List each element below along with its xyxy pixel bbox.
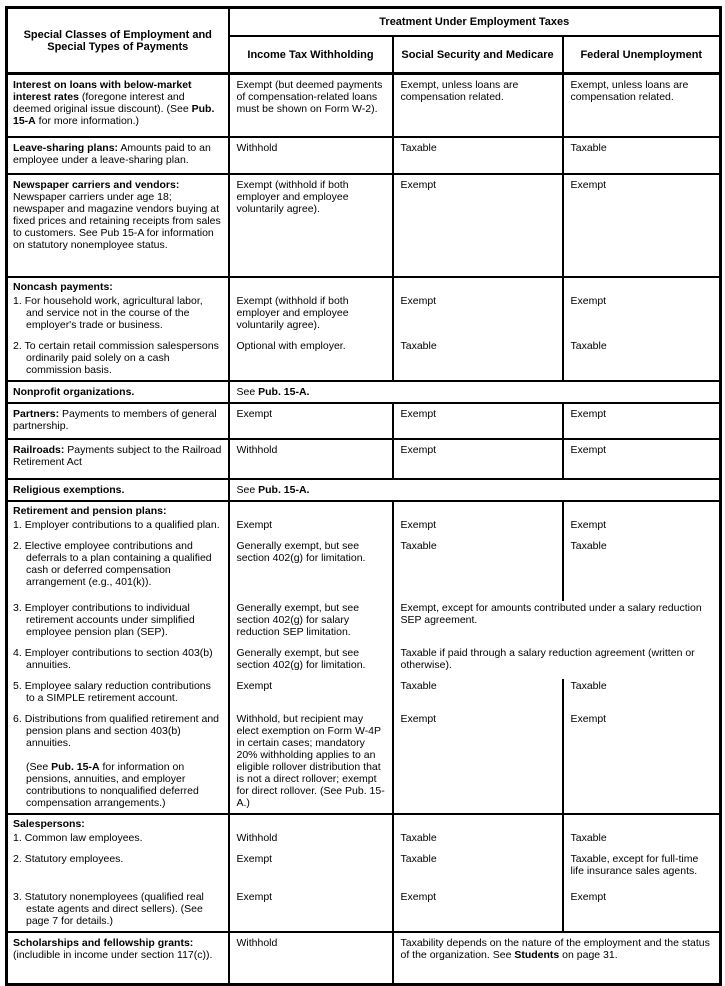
cell-text: Taxable bbox=[570, 832, 607, 844]
item-number: 4. bbox=[13, 647, 22, 659]
item-text: Statutory nonemployees (qualified real estate agents and direct sellers). (See page 7 for details.) bbox=[24, 891, 204, 927]
religious-span-cell bbox=[229, 479, 721, 501]
row-noncash-item-2 bbox=[7, 339, 721, 381]
leave-sharing-label bbox=[7, 137, 229, 174]
cell-text: Exempt bbox=[236, 853, 273, 865]
row-salespersons-item-2 bbox=[7, 852, 721, 890]
row-partners bbox=[7, 403, 721, 439]
cell-text: Taxable bbox=[400, 853, 437, 865]
nonprofit-title: Nonprofit organizations. bbox=[13, 386, 135, 398]
row-salespersons-heading bbox=[7, 814, 721, 831]
item-text: For household work, agricultural labor, and service not in the course of the employer's trade or business. bbox=[24, 295, 203, 331]
salespersons-item-1-futa bbox=[563, 831, 721, 852]
salespersons-item-2-futa bbox=[563, 852, 721, 890]
partners-futa bbox=[563, 403, 721, 439]
col-header-special-classes: Special Classes of Employment and Special Types of Payments bbox=[7, 8, 229, 74]
retirement-heading-cell bbox=[7, 501, 229, 518]
cell-text: Exempt bbox=[400, 408, 437, 420]
cell-text: Taxable bbox=[570, 142, 607, 154]
retirement-item-1-label bbox=[7, 518, 229, 539]
cell-text: Taxable bbox=[570, 540, 607, 552]
cell-text: Exempt bbox=[400, 713, 437, 725]
cell-text: Taxability depends on the nature of the employment and the status of the organization. See bbox=[400, 937, 710, 961]
retirement-item-6-ss bbox=[393, 712, 563, 814]
list-item bbox=[13, 832, 222, 844]
cell-text: Taxable bbox=[400, 540, 437, 552]
item-text: Elective employee contributions and deferrals to a plan containing a qualified cash or deferred compensation arrangement (e.g., 401(k)). bbox=[24, 540, 212, 588]
interest-loans-title: Interest on loans with below-market interest rates bbox=[13, 79, 192, 103]
cell-text: Exempt bbox=[400, 519, 437, 531]
cell-text: Exempt bbox=[570, 891, 607, 903]
item-number: 3. bbox=[13, 602, 22, 614]
interest-loans-itw bbox=[229, 74, 393, 138]
scholarships-label bbox=[7, 932, 229, 985]
salespersons-item-1-itw bbox=[229, 831, 393, 852]
cell-text: Withhold bbox=[236, 937, 278, 949]
cell-text: Withhold, but recipient may elect exemption on Form W-4P in certain cases; mandatory 20% withholding applies to an eligible rollover distribution that is not a direct rollover; exempt for direct rollover. (See Pub. 15-A.) bbox=[236, 713, 385, 809]
cell-text: Exempt bbox=[400, 891, 437, 903]
retirement-item-5-label bbox=[7, 679, 229, 712]
leave-sharing-ss bbox=[393, 137, 563, 174]
row-retirement-item-4 bbox=[7, 646, 721, 679]
nonprofit-label bbox=[7, 381, 229, 403]
retirement-item-6-itw bbox=[229, 712, 393, 814]
retirement-heading-futa bbox=[563, 501, 721, 518]
salespersons-item-1-label bbox=[7, 831, 229, 852]
item-number: 1. bbox=[13, 832, 22, 844]
cell-text: See bbox=[236, 386, 259, 398]
retirement-item-6-futa bbox=[563, 712, 721, 814]
list-item bbox=[13, 891, 222, 927]
retirement-heading-ss bbox=[393, 501, 563, 518]
interest-loans-label bbox=[7, 74, 229, 138]
noncash-item-2-ss bbox=[393, 339, 563, 381]
item-number: 2. bbox=[13, 540, 22, 552]
item-text: Common law employees. bbox=[24, 832, 143, 844]
list-item bbox=[13, 853, 222, 865]
cell-text: Taxable bbox=[400, 680, 437, 692]
cell-text: Withhold bbox=[236, 444, 278, 456]
retirement-item-2-itw bbox=[229, 539, 393, 601]
row-retirement-item-5 bbox=[7, 679, 721, 712]
row-railroads bbox=[7, 439, 721, 479]
retirement-item-2-futa bbox=[563, 539, 721, 601]
retirement-item-1-ss bbox=[393, 518, 563, 539]
item-text: Statutory employees. bbox=[24, 853, 124, 865]
cell-text: Exempt (withhold if both employer and employee voluntarily agree). bbox=[236, 295, 349, 331]
retirement-item-4-merged bbox=[393, 646, 721, 679]
item-number: 1. bbox=[13, 295, 22, 307]
item-number: 5. bbox=[13, 680, 22, 692]
cell-text: Taxable bbox=[570, 680, 607, 692]
col-header-social-security-medicare: Social Security and Medicare bbox=[393, 36, 563, 74]
cell-text: Exempt bbox=[400, 295, 437, 307]
salespersons-item-3-futa bbox=[563, 890, 721, 932]
cell-text: Exempt bbox=[236, 408, 273, 420]
cell-text: Generally exempt, but see section 402(g) for salary reduction SEP limitation. bbox=[236, 602, 360, 638]
row-retirement-item-6 bbox=[7, 712, 721, 814]
noncash-item-2-label bbox=[7, 339, 229, 381]
col-header-income-tax-withholding: Income Tax Withholding bbox=[229, 36, 393, 74]
cell-text: Exempt, unless loans are compensation related. bbox=[400, 79, 519, 103]
cell-text: Exempt bbox=[570, 444, 607, 456]
newspaper-title: Newspaper carriers and vendors: bbox=[13, 179, 180, 191]
row-retirement-heading bbox=[7, 501, 721, 518]
cell-text: Taxable bbox=[400, 832, 437, 844]
row-noncash-item-1 bbox=[7, 294, 721, 339]
cell-text: Exempt bbox=[570, 519, 607, 531]
retirement-heading-itw bbox=[229, 501, 393, 518]
noncash-heading-futa bbox=[563, 277, 721, 294]
list-item bbox=[13, 519, 222, 531]
retirement-item-6-label bbox=[7, 712, 229, 814]
cell-text: Taxable bbox=[400, 142, 437, 154]
cell-text: Generally exempt, but see section 402(g) for limitation. bbox=[236, 647, 366, 671]
partners-ss bbox=[393, 403, 563, 439]
salespersons-title: Salespersons: bbox=[13, 818, 85, 830]
row-retirement-item-1 bbox=[7, 518, 721, 539]
pub-15a-ref: Pub. 15-A. bbox=[258, 386, 310, 398]
item-number: 3. bbox=[13, 891, 22, 903]
salespersons-heading-futa bbox=[563, 814, 721, 831]
noncash-item-1-label bbox=[7, 294, 229, 339]
item-number: 6. bbox=[13, 713, 22, 725]
newspaper-desc: Newspaper carriers under age 18; newspaper and magazine vendors buying at fixed prices and retaining receipts from sales to customers. See Pub 15-A for information on statutory nonemployee status. bbox=[13, 191, 221, 251]
railroads-title: Railroads: bbox=[13, 444, 65, 456]
partners-itw bbox=[229, 403, 393, 439]
railroads-futa bbox=[563, 439, 721, 479]
salespersons-heading-cell bbox=[7, 814, 229, 831]
nonprofit-span-cell bbox=[229, 381, 721, 403]
noncash-heading-ss bbox=[393, 277, 563, 294]
noncash-heading-cell bbox=[7, 277, 229, 294]
item-number: 2. bbox=[13, 340, 22, 352]
salespersons-item-2-ss bbox=[393, 852, 563, 890]
noncash-heading-itw bbox=[229, 277, 393, 294]
retirement-item-4-label bbox=[7, 646, 229, 679]
cell-text: Exempt bbox=[570, 295, 607, 307]
cell-text: Taxable bbox=[400, 340, 437, 352]
row-noncash-heading bbox=[7, 277, 721, 294]
employment-tax-treatment-table bbox=[5, 6, 722, 986]
noncash-item-1-ss bbox=[393, 294, 563, 339]
leave-sharing-desc: Amounts paid to an employee under a leave-sharing plan. bbox=[13, 142, 211, 166]
noncash-item-1-futa bbox=[563, 294, 721, 339]
row-scholarships bbox=[7, 932, 721, 985]
retirement-item-5-futa bbox=[563, 679, 721, 712]
list-item bbox=[13, 340, 222, 376]
noncash-item-2-futa bbox=[563, 339, 721, 381]
list-item bbox=[13, 295, 222, 331]
list-item bbox=[13, 540, 222, 588]
cell-text: Exempt bbox=[570, 408, 607, 420]
retirement-item-1-futa bbox=[563, 518, 721, 539]
railroads-desc: Payments subject to the Railroad Retirement Act bbox=[13, 444, 222, 468]
noncash-item-1-itw bbox=[229, 294, 393, 339]
salespersons-heading-ss bbox=[393, 814, 563, 831]
row-salespersons-item-3 bbox=[7, 890, 721, 932]
note-text: (See bbox=[26, 761, 52, 773]
cell-text: Withhold bbox=[236, 142, 278, 154]
retirement-item-2-label bbox=[7, 539, 229, 601]
retirement-item-3-itw bbox=[229, 601, 393, 646]
item-text: Employer contributions to individual retirement accounts under simplified employee pension plan (SEP). bbox=[24, 602, 195, 638]
item-number: 2. bbox=[13, 853, 22, 865]
item-number: 1. bbox=[13, 519, 22, 531]
list-item bbox=[13, 647, 222, 671]
interest-loans-desc-end: for more information.) bbox=[35, 115, 140, 127]
cell-text: Exempt, unless loans are compensation related. bbox=[570, 79, 689, 103]
noncash-title: Noncash payments: bbox=[13, 281, 113, 293]
newspaper-futa bbox=[563, 174, 721, 277]
cell-text: on page 31. bbox=[559, 949, 618, 961]
item-text: Employer contributions to a qualified plan. bbox=[24, 519, 220, 531]
retirement-item-5-ss bbox=[393, 679, 563, 712]
newspaper-itw bbox=[229, 174, 393, 277]
row-newspaper-carriers bbox=[7, 174, 721, 277]
interest-loans-desc: (foregone interest and deemed original issue discount). (See bbox=[13, 91, 192, 115]
col-header-federal-unemployment: Federal Unemployment bbox=[563, 36, 721, 74]
railroads-label bbox=[7, 439, 229, 479]
leave-sharing-futa bbox=[563, 137, 721, 174]
row-nonprofit bbox=[7, 381, 721, 403]
pub-15a-ref: Pub. 15-A bbox=[13, 103, 215, 127]
list-item bbox=[13, 680, 222, 704]
scholarships-title: Scholarships and fellowship grants: bbox=[13, 937, 194, 949]
salespersons-item-2-itw bbox=[229, 852, 393, 890]
salespersons-item-3-label bbox=[7, 890, 229, 932]
newspaper-label bbox=[7, 174, 229, 277]
students-ref: Students bbox=[514, 949, 560, 961]
cell-text: Optional with employer. bbox=[236, 340, 346, 352]
scholarships-itw bbox=[229, 932, 393, 985]
retirement-item-2-ss bbox=[393, 539, 563, 601]
cell-text: Exempt bbox=[236, 891, 273, 903]
col-header-treatment-span: Treatment Under Employment Taxes bbox=[229, 8, 721, 37]
row-retirement-item-3 bbox=[7, 601, 721, 646]
cell-text: Generally exempt, but see section 402(g) for limitation. bbox=[236, 540, 366, 564]
retirement-item-3-label bbox=[7, 601, 229, 646]
row-interest-loans bbox=[7, 74, 721, 138]
salespersons-item-3-itw bbox=[229, 890, 393, 932]
salespersons-item-2-label bbox=[7, 852, 229, 890]
retirement-item-6-note bbox=[13, 761, 222, 809]
leave-sharing-itw bbox=[229, 137, 393, 174]
retirement-item-3-merged bbox=[393, 601, 721, 646]
cell-text: Exempt (but deemed payments of compensation-related loans must be shown on Form W-2). bbox=[236, 79, 383, 115]
cell-text: Taxable, except for full-time life insurance sales agents. bbox=[570, 853, 699, 877]
leave-sharing-title: Leave-sharing plans: bbox=[13, 142, 119, 154]
pub-15a-ref: Pub. 15-A bbox=[51, 761, 100, 773]
cell-text: Taxable if paid through a salary reduction agreement (written or otherwise). bbox=[400, 647, 695, 671]
cell-text: Exempt bbox=[570, 713, 607, 725]
cell-text: Exempt bbox=[400, 179, 437, 191]
retirement-title: Retirement and pension plans: bbox=[13, 505, 167, 517]
newspaper-ss bbox=[393, 174, 563, 277]
scholarships-span-cell bbox=[393, 932, 721, 985]
list-item bbox=[13, 713, 222, 749]
cell-text: Exempt bbox=[400, 444, 437, 456]
note-text: for information on pensions, annuities, and employer contributions to nonqualified deferred compensation arrangements.) bbox=[26, 761, 199, 809]
retirement-item-4-itw bbox=[229, 646, 393, 679]
header-row-span bbox=[7, 8, 721, 37]
row-religious bbox=[7, 479, 721, 501]
religious-label bbox=[7, 479, 229, 501]
retirement-item-1-itw bbox=[229, 518, 393, 539]
item-text: Distributions from qualified retirement and pension plans and section 403(b) annuities. bbox=[24, 713, 220, 749]
cell-text: Exempt bbox=[236, 680, 273, 692]
row-retirement-item-2 bbox=[7, 539, 721, 601]
item-text: Employee salary reduction contributions to a SIMPLE retirement account. bbox=[24, 680, 211, 704]
cell-text: Withhold bbox=[236, 832, 278, 844]
cell-text: Exempt (withhold if both employer and employee voluntarily agree). bbox=[236, 179, 349, 215]
row-leave-sharing bbox=[7, 137, 721, 174]
cell-text: Taxable bbox=[570, 340, 607, 352]
cell-text: Exempt bbox=[570, 179, 607, 191]
retirement-item-5-itw bbox=[229, 679, 393, 712]
interest-loans-ss bbox=[393, 74, 563, 138]
cell-text: See bbox=[236, 484, 259, 496]
list-item bbox=[13, 602, 222, 638]
partners-label bbox=[7, 403, 229, 439]
salespersons-item-3-ss bbox=[393, 890, 563, 932]
religious-title: Religious exemptions. bbox=[13, 484, 125, 496]
pub-15a-ref: Pub. 15-A. bbox=[258, 484, 310, 496]
interest-loans-futa bbox=[563, 74, 721, 138]
item-text: Employer contributions to section 403(b) annuities. bbox=[24, 647, 213, 671]
cell-text: Exempt, except for amounts contributed under a salary reduction SEP agreement. bbox=[400, 602, 702, 626]
item-text: To certain retail commission salespersons ordinarily paid solely on a cash commission basis. bbox=[24, 340, 219, 376]
partners-title: Partners: bbox=[13, 408, 60, 420]
salespersons-item-1-ss bbox=[393, 831, 563, 852]
salespersons-heading-itw bbox=[229, 814, 393, 831]
row-salespersons-item-1 bbox=[7, 831, 721, 852]
noncash-item-2-itw bbox=[229, 339, 393, 381]
cell-text: Exempt bbox=[236, 519, 273, 531]
scholarships-desc: (includible in income under section 117(c)). bbox=[13, 949, 213, 961]
railroads-ss bbox=[393, 439, 563, 479]
railroads-itw bbox=[229, 439, 393, 479]
partners-desc: Payments to members of general partnership. bbox=[13, 408, 217, 432]
